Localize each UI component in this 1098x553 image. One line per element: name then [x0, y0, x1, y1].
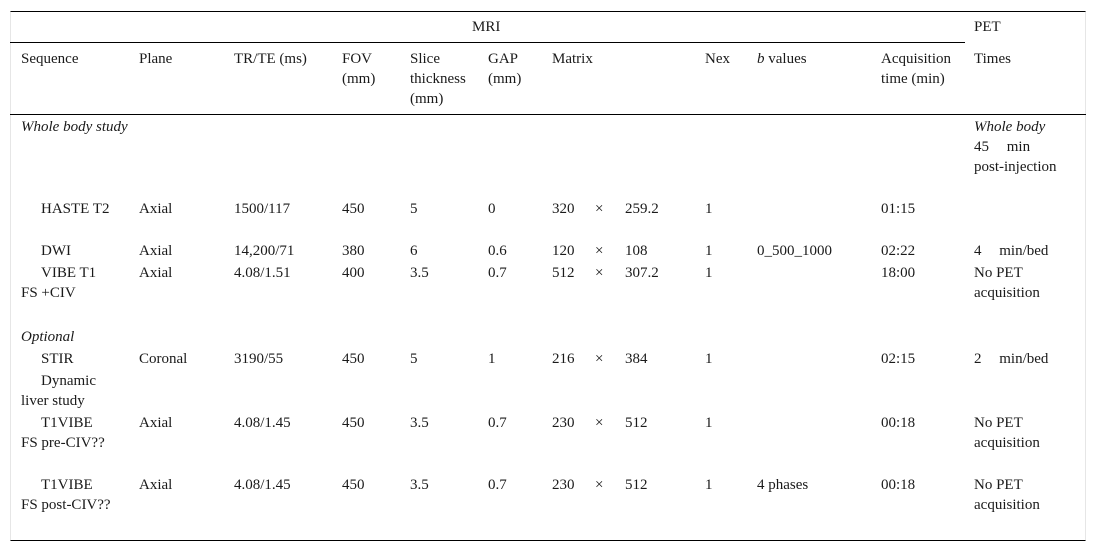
section-optional: Optional: [21, 329, 75, 345]
col-header-matrix: Matrix: [552, 51, 593, 67]
row-t1vibe-pre-slice: 3.5: [410, 415, 429, 431]
row-t1vibe-pre-plane: Axial: [139, 415, 173, 431]
row-dwi-gap: 0.6: [488, 243, 507, 259]
row-stir-acq-time: 02:15: [881, 351, 916, 367]
row-vibe-fov: 400: [342, 265, 365, 281]
row-t1vibe-post-slice: 3.5: [410, 477, 429, 493]
col-header-gap: GAP (mm): [488, 51, 522, 87]
row-haste-t2-slice: 5: [410, 201, 418, 217]
row-t1vibe-post-b-values: 4 phases: [757, 477, 809, 493]
col-header-plane: Plane: [139, 51, 173, 67]
row-haste-t2-matrix-x: ×: [595, 201, 604, 217]
row-t1vibe-post-matrix-2: 512: [625, 477, 648, 493]
row-haste-t2-tr-te: 1500/117: [234, 201, 291, 217]
b-letter: b: [757, 51, 765, 67]
row-t1vibe-post-pet-time: No PET acquisition: [974, 477, 1040, 513]
row-stir-nex: 1: [705, 351, 713, 367]
col-header-slice-thickness: Slice thickness (mm): [410, 51, 466, 107]
row-stir-matrix-2: 384: [625, 351, 648, 367]
row-dwi-pet-time: 4 min/bed: [974, 243, 1049, 259]
row-dwi-nex: 1: [705, 243, 713, 259]
row-stir-slice: 5: [410, 351, 418, 367]
row-haste-t2-acq-time: 01:15: [881, 201, 916, 217]
row-stir-matrix-1: 216: [552, 351, 575, 367]
col-header-tr-te: TR/TE (ms): [234, 51, 307, 67]
row-t1vibe-post-fov: 450: [342, 477, 365, 493]
row-t1vibe-post-matrix-x: ×: [595, 477, 604, 493]
values-word: values: [764, 51, 807, 67]
row-dwi-b-values: 0_500_1000: [757, 243, 832, 259]
row-t1vibe-post-nex: 1: [705, 477, 713, 493]
row-t1vibe-post-plane: Axial: [139, 477, 173, 493]
row-t1vibe-pre-sequence: T1VIBE FS pre-CIV??: [21, 415, 105, 451]
row-haste-t2-matrix-1: 320: [552, 201, 575, 217]
row-dynamic-liver-sequence: Dynamic liver study: [21, 373, 96, 409]
pet-group-header: PET: [974, 19, 1001, 35]
col-header-b-values: [757, 49, 807, 69]
row-vibe-matrix-2: 307.2: [625, 265, 659, 281]
row-t1vibe-post-matrix-1: 230: [552, 477, 575, 493]
row-dwi-acq-time: 02:22: [881, 243, 916, 259]
row-stir-gap: 1: [488, 351, 496, 367]
row-t1vibe-post-gap: 0.7: [488, 477, 507, 493]
row-t1vibe-pre-matrix-2: 512: [625, 415, 648, 431]
row-stir-fov: 450: [342, 351, 365, 367]
row-vibe-matrix-1: 512: [552, 265, 575, 281]
row-t1vibe-pre-matrix-1: 230: [552, 415, 575, 431]
row-vibe-plane: Axial: [139, 265, 173, 281]
row-stir-pet-time: 2 min/bed: [974, 351, 1049, 367]
row-dwi-fov: 380: [342, 243, 365, 259]
row-t1vibe-pre-pet-time: No PET acquisition: [974, 415, 1040, 451]
row-dwi-matrix-1: 120: [552, 243, 575, 259]
pet-whole-body-label: Whole body: [974, 119, 1046, 135]
row-t1vibe-pre-gap: 0.7: [488, 415, 507, 431]
row-stir-sequence: STIR: [41, 351, 74, 367]
row-haste-t2-plane: Axial: [139, 201, 173, 217]
row-haste-t2-matrix-2: 259.2: [625, 201, 659, 217]
row-t1vibe-pre-fov: 450: [342, 415, 365, 431]
row-haste-t2-fov: 450: [342, 201, 365, 217]
row-t1vibe-pre-nex: 1: [705, 415, 713, 431]
row-vibe-sequence: VIBE T1 FS +CIV: [21, 265, 97, 301]
col-header-sequence: Sequence: [21, 51, 79, 67]
row-t1vibe-post-sequence: T1VIBE FS post-CIV??: [21, 477, 111, 513]
col-header-acquisition-time: Acquisition time (min): [881, 51, 951, 87]
row-dwi-sequence: DWI: [41, 243, 71, 259]
row-vibe-slice: 3.5: [410, 265, 429, 281]
row-vibe-acq-time: 18:00: [881, 265, 916, 281]
row-t1vibe-pre-matrix-x: ×: [595, 415, 604, 431]
header-bottom-rule: [10, 114, 1086, 115]
row-dwi-matrix-x: ×: [595, 243, 604, 259]
row-dwi-plane: Axial: [139, 243, 173, 259]
row-vibe-pet-time: No PET acquisition: [974, 265, 1040, 301]
row-stir-matrix-x: ×: [595, 351, 604, 367]
col-header-fov: FOV (mm): [342, 51, 376, 87]
row-t1vibe-post-acq-time: 00:18: [881, 477, 916, 493]
row-vibe-gap: 0.7: [488, 265, 507, 281]
col-header-nex: Nex: [705, 51, 730, 67]
mri-group-header: MRI: [472, 19, 501, 35]
row-t1vibe-post-tr-te: 4.08/1.45: [234, 477, 291, 493]
col-header-times: Times: [974, 51, 1011, 67]
row-stir-tr-te: 3190/55: [234, 351, 284, 367]
row-dwi-matrix-2: 108: [625, 243, 648, 259]
section-whole-body-study: Whole body study: [21, 119, 128, 135]
mri-group-rule: [10, 42, 965, 43]
row-haste-t2-gap: 0: [488, 201, 496, 217]
row-t1vibe-pre-acq-time: 00:18: [881, 415, 916, 431]
row-vibe-matrix-x: ×: [595, 265, 604, 281]
row-vibe-tr-te: 4.08/1.51: [234, 265, 291, 281]
row-dwi-tr-te: 14,200/71: [234, 243, 295, 259]
row-vibe-nex: 1: [705, 265, 713, 281]
row-t1vibe-pre-tr-te: 4.08/1.45: [234, 415, 291, 431]
row-dwi-slice: 6: [410, 243, 418, 259]
pet-whole-body-time: 45 min post-injection: [974, 139, 1057, 175]
row-stir-plane: Coronal: [139, 351, 188, 367]
row-haste-t2-sequence: HASTE T2: [41, 201, 110, 217]
row-haste-t2-nex: 1: [705, 201, 713, 217]
